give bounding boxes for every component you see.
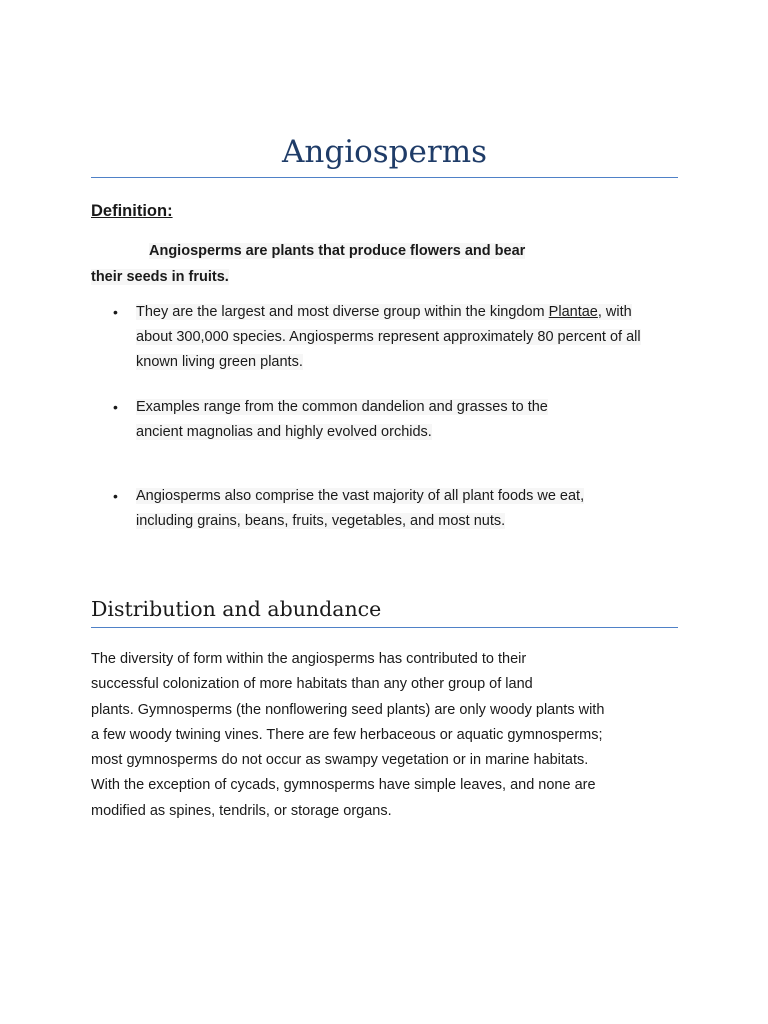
section-heading: Distribution and abundance	[91, 597, 382, 621]
definition-heading: Definition:	[91, 202, 173, 220]
bullet-marker: •	[113, 399, 118, 415]
section-divider	[91, 627, 678, 628]
paragraph-line: With the exception of cycads, gymnosperms have simple leaves, and none are	[91, 777, 596, 794]
bullet-marker: •	[113, 488, 118, 504]
list-item	[91, 484, 681, 534]
title-divider	[91, 177, 678, 178]
bullet-2-line-1: Examples range from the common dandelion and grasses to the	[136, 399, 548, 415]
definition-line-1: Angiosperms are plants that produce flowers and bear	[149, 243, 526, 259]
bullet-1-line-3: known living green plants.	[136, 354, 303, 370]
definition-line-2: their seeds in fruits.	[91, 269, 229, 285]
paragraph-line: most gymnosperms do not occur as swampy vegetation or in marine habitats.	[91, 752, 589, 769]
paragraph-line: The diversity of form within the angiosperms has contributed to their	[91, 651, 527, 667]
page-title: Angiosperms	[282, 134, 487, 170]
definition-text	[91, 238, 571, 290]
bullet-1-text: They are the largest and most diverse group within the kingdom	[136, 304, 549, 320]
bullet-3-line-2: including grains, beans, fruits, vegetables, and most nuts.	[136, 513, 506, 529]
bullet-1-text-end: , with	[597, 304, 632, 320]
bullet-2-line-2: ancient magnolias and highly evolved orchids.	[136, 424, 432, 440]
paragraph-line: modified as spines, tendrils, or storage organs.	[91, 802, 392, 819]
bullet-marker: •	[113, 304, 118, 320]
section-paragraph	[91, 647, 681, 824]
bullet-3-line-1: Angiosperms also comprise the vast majority of all plant foods we eat,	[136, 488, 585, 504]
bullet-1-line-2: about 300,000 species. Angiosperms represent approximately 80 percent of all	[136, 329, 641, 345]
paragraph-line: successful colonization of more habitats than any other group of land	[91, 676, 533, 693]
list-item	[91, 300, 681, 375]
paragraph-line: plants. Gymnosperms (the nonflowering seed plants) are only woody plants with	[91, 701, 605, 718]
plantae-link[interactable]: Plantae	[548, 304, 598, 320]
bullet-list	[91, 300, 681, 534]
list-item	[91, 395, 681, 445]
paragraph-line: a few woody twining vines. There are few herbaceous or aquatic gymnosperms;	[91, 726, 603, 743]
